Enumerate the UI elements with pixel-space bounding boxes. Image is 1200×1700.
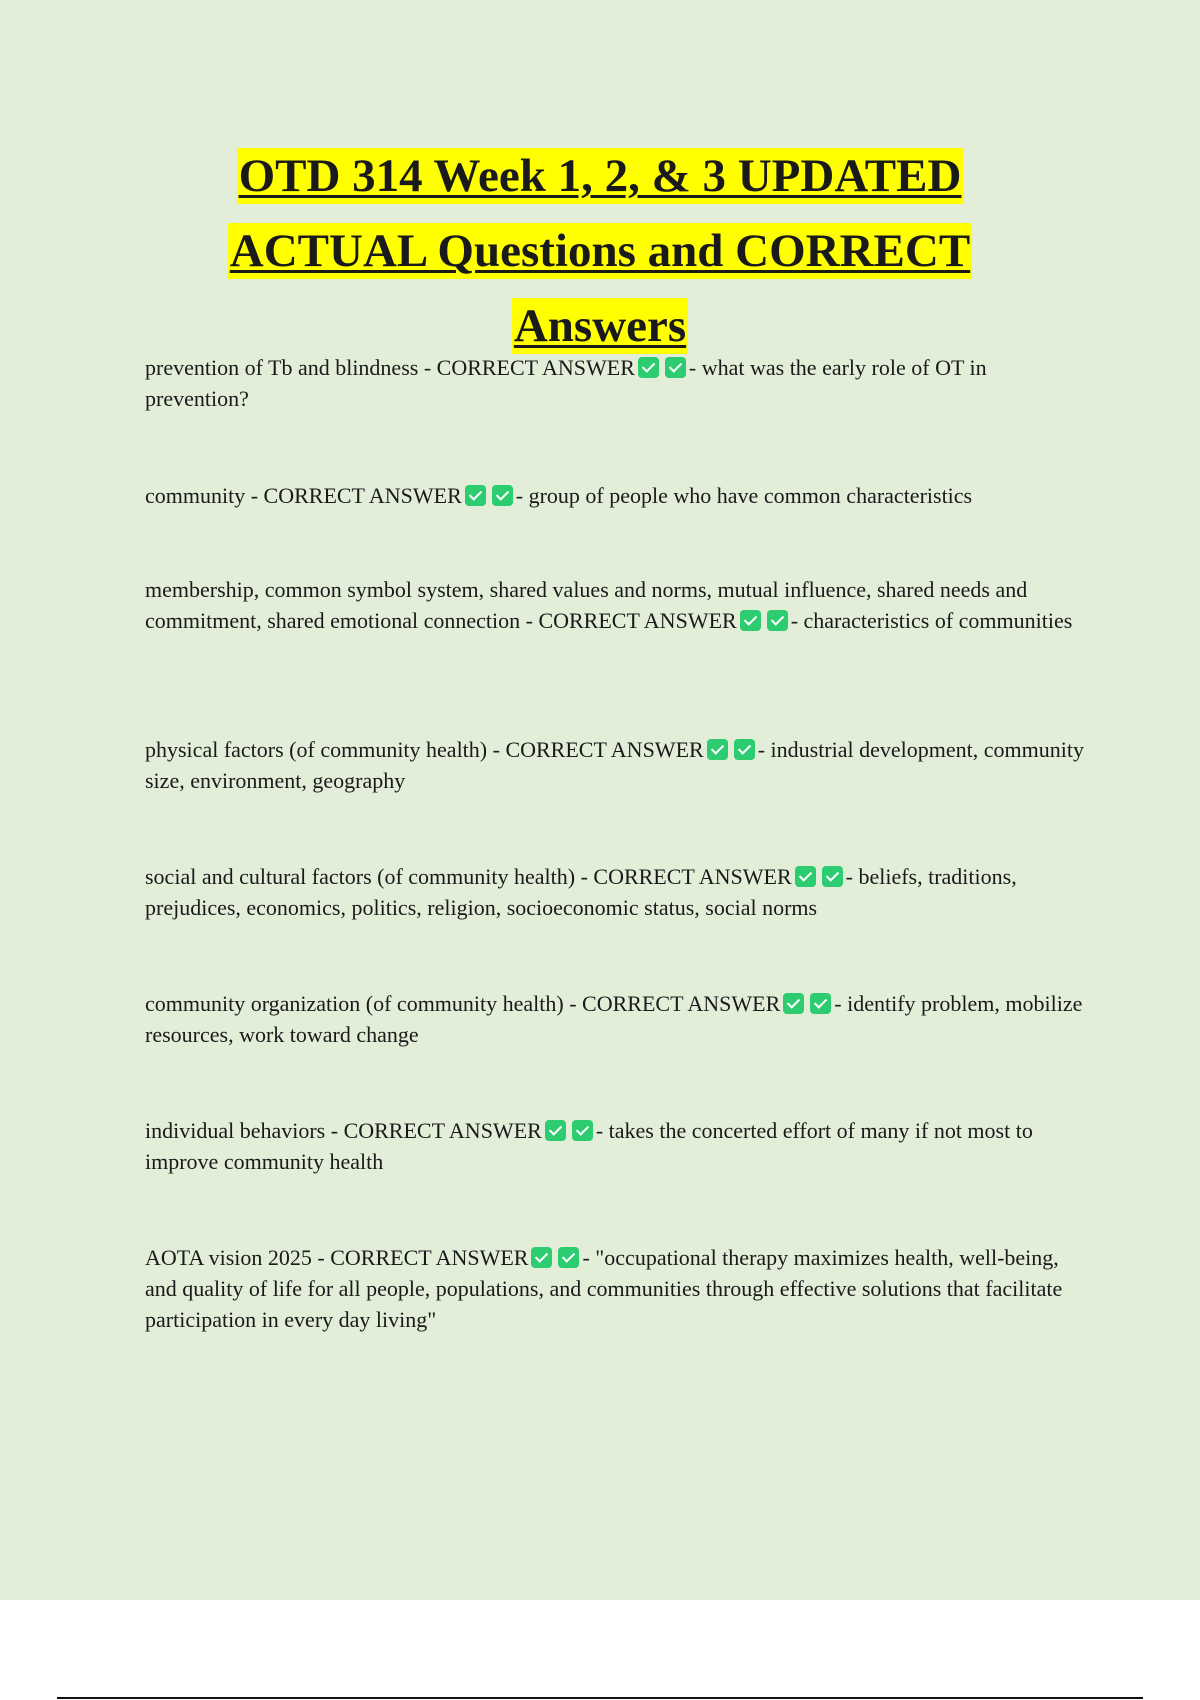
qa-item (145, 574, 1090, 636)
check-icon (665, 357, 686, 378)
qa-term: prevention of Tb and blindness - CORRECT ANSWER (145, 355, 635, 380)
document-title (0, 144, 1200, 369)
title-line-1: OTD 314 Week 1, 2, & 3 UPDATED (238, 150, 962, 202)
qa-item (145, 861, 1090, 923)
qa-definition: - takes the concerted effort of many if not most to improve community health (145, 1118, 1033, 1174)
check-icon (572, 1120, 593, 1141)
check-icon (740, 610, 761, 631)
check-icon (795, 866, 816, 887)
footer-divider (57, 1697, 1143, 1699)
check-icon (734, 739, 755, 760)
qa-term: physical factors (of community health) - CORRECT ANSWER (145, 737, 704, 762)
check-icon (810, 993, 831, 1014)
qa-definition: - what was the early role of OT in prevention? (145, 355, 987, 411)
qa-item (145, 1115, 1090, 1177)
qa-term: social and cultural factors (of community health) - CORRECT ANSWER (145, 864, 792, 889)
check-icon (531, 1247, 552, 1268)
qa-item (145, 734, 1090, 796)
qa-term: community organization (of community health) - CORRECT ANSWER (145, 991, 781, 1016)
check-icon (465, 485, 486, 506)
qa-definition: - identify problem, mobilize resources, work toward change (145, 991, 1083, 1047)
qa-definition: - characteristics of communities (790, 608, 1073, 633)
check-icon (767, 610, 788, 631)
qa-term: AOTA vision 2025 - CORRECT ANSWER (145, 1245, 529, 1270)
qa-definition: - beliefs, traditions, prejudices, economics, politics, religion, socioeconomic status, social norms (145, 864, 1017, 920)
check-icon (545, 1120, 566, 1141)
check-icon (822, 866, 843, 887)
qa-term: individual behaviors - CORRECT ANSWER (145, 1118, 542, 1143)
check-icon (783, 993, 804, 1014)
qa-item (145, 480, 1090, 511)
qa-item (145, 988, 1090, 1050)
title-line-3: Answers (513, 300, 687, 352)
qa-term: membership, common symbol system, shared values and norms, mutual influence, shared needs and commitment, shared emotional connection - CORRECT ANSWER (145, 577, 1028, 633)
qa-definition: - "occupational therapy maximizes health, well-being, and quality of life for all people, populations, and communities through effective solutions that facilitate participation in every day living" (145, 1245, 1063, 1332)
title-line-2: ACTUAL Questions and CORRECT (229, 225, 971, 277)
check-icon (558, 1247, 579, 1268)
qa-term: community - CORRECT ANSWER (145, 483, 462, 508)
qa-definition: - group of people who have common characteristics (515, 483, 973, 508)
check-icon (638, 357, 659, 378)
qa-definition: - industrial development, community size, environment, geography (145, 737, 1084, 793)
qa-item (145, 1242, 1090, 1335)
check-icon (707, 739, 728, 760)
check-icon (492, 485, 513, 506)
qa-item (145, 352, 1090, 414)
